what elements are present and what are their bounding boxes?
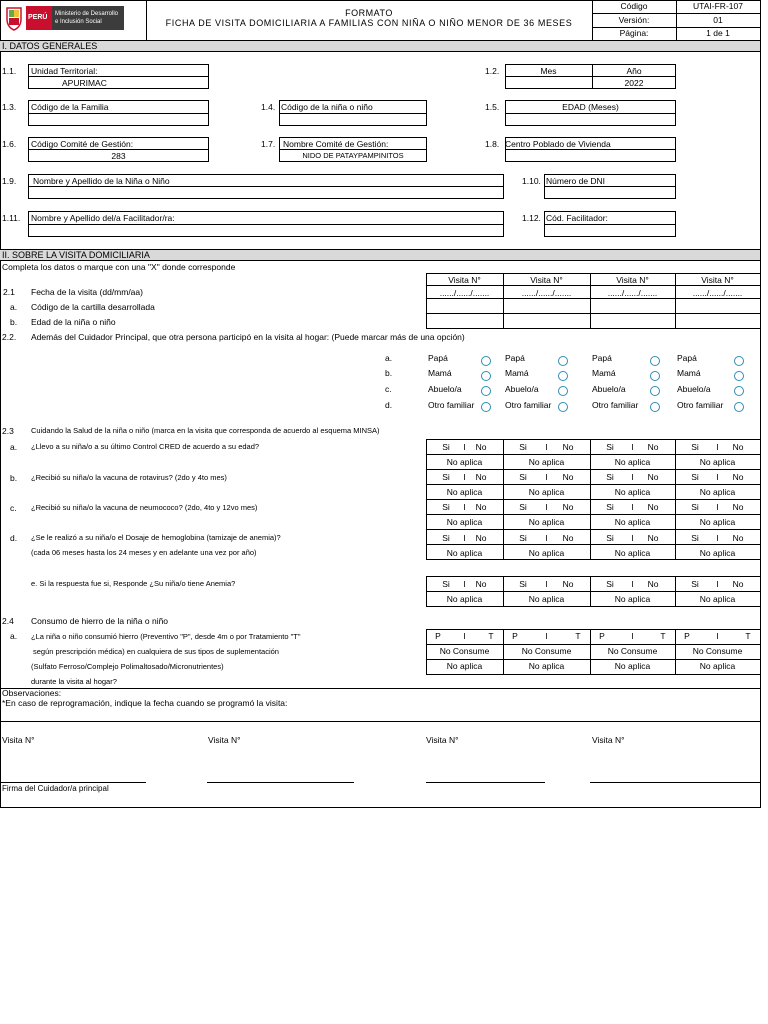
no-option[interactable]: No [732, 442, 744, 452]
observaciones-label: Observaciones: [2, 688, 62, 698]
pagina-label: Página: [619, 28, 649, 38]
grid-line [426, 674, 760, 675]
separator[interactable]: I [545, 502, 548, 512]
item-number: 2.4 [2, 616, 14, 626]
unidad-territorial-value: APURIMAC [62, 78, 107, 88]
codigo-familia-label: Código de la Familia [31, 102, 109, 112]
no-aplica-option[interactable]: No aplica [528, 661, 565, 671]
preventivo-option[interactable]: P [599, 631, 605, 641]
no-option[interactable]: No [647, 472, 659, 482]
grid-line [426, 544, 760, 545]
radio-circle-icon[interactable] [734, 371, 744, 381]
no-option[interactable]: No [562, 579, 574, 589]
si-option[interactable]: Si [606, 579, 614, 589]
item-number: 1.5. [485, 102, 500, 112]
no-aplica-option[interactable]: No aplica [446, 457, 483, 467]
si-option[interactable]: Si [519, 442, 527, 452]
item-letter: a. [10, 302, 18, 312]
firma-label: Firma del Cuidador/a principal [2, 784, 109, 793]
fecha-visita-1[interactable]: ....../....../....... [439, 288, 490, 298]
no-aplica-option[interactable]: No aplica [614, 594, 651, 604]
mes-label: Mes [540, 66, 557, 76]
item-letter: b. [10, 473, 18, 483]
option-otro: Otro familiar [677, 400, 724, 410]
question-neumococo: ¿Recibió su niña/o la vacuna de neumococo? (2do, 4to y 12vo mes) [31, 503, 258, 512]
item-number: 1.6. [2, 139, 17, 149]
item-number: 1.7. [261, 139, 276, 149]
si-option[interactable]: Si [519, 533, 527, 543]
separator[interactable]: I [631, 579, 634, 589]
firma-visita-2-label: Visita N° [208, 735, 241, 745]
grid-line [760, 439, 761, 499]
hierro-question-2: según prescripción médica) en cualquiera de sus tipos de suplementación [33, 647, 279, 656]
no-aplica-option[interactable]: No aplica [699, 661, 736, 671]
si-option[interactable]: Si [606, 442, 614, 452]
logo-ministry-line1: Ministerio de Desarrollo [55, 11, 119, 17]
signature-line-3[interactable] [426, 782, 545, 783]
tratamiento-option[interactable]: T [660, 631, 666, 641]
grid-line [760, 499, 761, 559]
section-datos-generales: I. DATOS GENERALES [0, 40, 760, 52]
no-aplica-option[interactable]: No aplica [446, 661, 483, 671]
no-option[interactable]: No [475, 502, 487, 512]
preventivo-option[interactable]: P [512, 631, 518, 641]
no-aplica-option[interactable]: No aplica [699, 548, 736, 558]
separator[interactable]: I [631, 472, 634, 482]
no-option[interactable]: No [562, 533, 574, 543]
codigo-nino-label: Código de la niña o niño [281, 102, 373, 112]
item-number: 1.3. [2, 102, 17, 112]
no-aplica-option[interactable]: No aplica [528, 548, 565, 558]
no-aplica-option[interactable]: No aplica [528, 487, 565, 497]
signature-line-2[interactable] [207, 782, 354, 783]
facilitador-label: Nombre y Apellido del/a Facilitador/ra: [31, 213, 175, 223]
instructions-text: Completa los datos o marque con una "X" donde corresponde [2, 262, 236, 272]
radio-circle-icon[interactable] [481, 386, 491, 396]
item-number: 2.2. [2, 332, 17, 342]
no-option[interactable]: No [562, 442, 574, 452]
item-letter: d. [10, 533, 18, 543]
separator[interactable]: I [545, 631, 548, 641]
separator[interactable]: I [716, 442, 719, 452]
item-number: 1.9. [2, 176, 17, 186]
no-aplica-option[interactable]: No aplica [446, 487, 483, 497]
option-mama: Mamá [677, 368, 701, 378]
nombre-comite-value: NIDO DE PATAYPAMPINITOS [302, 151, 404, 160]
no-aplica-option[interactable]: No aplica [614, 487, 651, 497]
no-aplica-option[interactable]: No aplica [614, 548, 651, 558]
preventivo-option[interactable]: P [684, 631, 690, 641]
cartilla-label: Código de la cartilla desarrollada [31, 302, 155, 312]
no-option[interactable]: No [732, 533, 744, 543]
option-otro: Otro familiar [505, 400, 552, 410]
si-option[interactable]: Si [691, 472, 699, 482]
si-option[interactable]: Si [442, 472, 450, 482]
codigo-comite-value: 283 [111, 151, 126, 161]
radio-circle-icon[interactable] [734, 386, 744, 396]
item-number: 1.2. [485, 66, 500, 76]
visita-header-3: Visita N° [616, 275, 649, 285]
hierro-question-3: (Sulfato Ferroso/Complejo Polimaltosado/Micronutrientes) [31, 662, 224, 671]
grid-line [760, 576, 761, 606]
tratamiento-option[interactable]: T [745, 631, 751, 641]
option-mama: Mamá [505, 368, 529, 378]
coat-of-arms-icon [4, 5, 24, 31]
radio-circle-icon[interactable] [558, 402, 568, 412]
option-abuelo: Abuelo/a [428, 384, 462, 394]
grid-line [426, 499, 760, 500]
si-option[interactable]: Si [519, 472, 527, 482]
option-papa: Papá [428, 353, 448, 363]
no-aplica-option[interactable]: No aplica [699, 594, 736, 604]
separator[interactable]: I [545, 533, 548, 543]
grid-line [426, 559, 760, 560]
question-rotavirus: ¿Recibió su niña/o la vacuna de rotavirus? (2do y 4to mes) [31, 473, 227, 482]
separator[interactable]: I [545, 472, 548, 482]
grid-line [426, 606, 760, 607]
option-otro: Otro familiar [592, 400, 639, 410]
option-mama: Mamá [592, 368, 616, 378]
si-option[interactable]: Si [442, 533, 450, 543]
grid-line [426, 514, 760, 515]
no-aplica-option[interactable]: No aplica [699, 487, 736, 497]
grid-line [426, 469, 760, 470]
pagina-value: 1 de 1 [706, 28, 730, 38]
fecha-visita-2[interactable]: ....../....../....... [521, 288, 572, 298]
grid-line [426, 484, 760, 485]
no-consume-option[interactable]: No Consume [439, 646, 490, 656]
radio-circle-icon[interactable] [558, 371, 568, 381]
radio-circle-icon[interactable] [650, 371, 660, 381]
si-option[interactable]: Si [519, 502, 527, 512]
separator[interactable]: I [545, 442, 548, 452]
no-option[interactable]: No [647, 533, 659, 543]
item-number: 2.1 [3, 287, 15, 297]
no-option[interactable]: No [732, 502, 744, 512]
si-option[interactable]: Si [606, 472, 614, 482]
si-option[interactable]: Si [691, 442, 699, 452]
radio-circle-icon[interactable] [558, 386, 568, 396]
no-aplica-option[interactable]: No aplica [528, 457, 565, 467]
separator[interactable]: I [631, 631, 634, 641]
radio-circle-icon[interactable] [650, 386, 660, 396]
radio-circle-icon[interactable] [481, 371, 491, 381]
si-option[interactable]: Si [442, 579, 450, 589]
radio-circle-icon[interactable] [481, 402, 491, 412]
fecha-visita-4[interactable]: ....../....../....... [692, 288, 743, 298]
separator[interactable]: I [631, 533, 634, 543]
nombre-comite-label: Nombre Comité de Gestión: [283, 139, 389, 149]
dni-label: Número de DNI [546, 176, 606, 186]
option-mama: Mamá [428, 368, 452, 378]
preventivo-option[interactable]: P [435, 631, 441, 641]
edad-meses-label: EDAD (Meses) [562, 102, 619, 112]
si-option[interactable]: Si [691, 533, 699, 543]
si-option[interactable]: Si [691, 579, 699, 589]
hierro-question-1: ¿La niña o niño consumió hierro (Preventivo "P", desde 4m o por Tratamiento "T" [31, 632, 301, 641]
si-option[interactable]: Si [606, 502, 614, 512]
question-cred: ¿Llevo a su niña/o a su último Control CRED de acuerdo a su edad? [31, 442, 260, 451]
anio-label: Año [626, 66, 642, 76]
no-option[interactable]: No [475, 472, 487, 482]
nombre-nino-label: Nombre y Apellido de la Niña o Niño [33, 176, 170, 186]
item-letter: a. [10, 631, 18, 641]
form-formato-label: FORMATO [345, 8, 393, 18]
signature-line-1[interactable] [0, 782, 146, 783]
si-option[interactable]: Si [442, 442, 450, 452]
firma-visita-1-label: Visita N° [2, 735, 35, 745]
no-aplica-option[interactable]: No aplica [446, 517, 483, 527]
logo-ministry-line2: e Inclusión Social [55, 19, 102, 25]
codigo-label: Código [620, 1, 648, 11]
radio-circle-icon[interactable] [734, 356, 744, 366]
no-aplica-option[interactable]: No aplica [446, 548, 483, 558]
no-consume-option[interactable]: No Consume [521, 646, 572, 656]
no-option[interactable]: No [475, 442, 487, 452]
hierro-question-4: durante la visita al hogar? [31, 677, 117, 686]
si-option[interactable]: Si [691, 502, 699, 512]
radio-circle-icon[interactable] [734, 402, 744, 412]
no-aplica-option[interactable]: No aplica [699, 457, 736, 467]
si-option[interactable]: Si [606, 533, 614, 543]
question-hemoglobina: ¿Se le realizó a su niña/o el Dosaje de hemoglobina (tamizaje de anemia)? [31, 533, 281, 542]
no-option[interactable]: No [732, 472, 744, 482]
question-anemia: e. Si la respuesta fue si, Responde ¿Su niña/o tiene Anemia? [31, 579, 236, 588]
option-papa: Papá [592, 353, 612, 363]
grid-line [426, 644, 760, 645]
no-option[interactable]: No [647, 502, 659, 512]
separator[interactable]: I [716, 533, 719, 543]
no-option[interactable]: No [475, 579, 487, 589]
unidad-territorial-label: Unidad Territorial: [31, 66, 98, 76]
salud-label: Cuidando la Salud de la niña o niño (marca en la visita que corresponda de acuerdo al esquema MINSA) [31, 426, 380, 435]
item-number: 1.12. [522, 213, 541, 223]
radio-circle-icon[interactable] [558, 356, 568, 366]
grid-line [426, 529, 760, 530]
fecha-label: Fecha de la visita (dd/mm/aa) [31, 287, 143, 297]
tratamiento-option[interactable]: T [575, 631, 581, 641]
separator[interactable]: I [545, 579, 548, 589]
no-option[interactable]: No [732, 579, 744, 589]
option-otro: Otro familiar [428, 400, 475, 410]
separator[interactable]: I [716, 579, 719, 589]
separator[interactable]: I [463, 502, 466, 512]
codigo-comite-label: Código Comité de Gestión: [31, 139, 134, 149]
question-hemoglobina-note: (cada 06 meses hasta los 24 meses y en adelante una vez por año) [31, 548, 257, 557]
item-number: 1.8. [485, 139, 500, 149]
grid-line [426, 439, 760, 440]
grid-line [760, 629, 761, 674]
separator[interactable]: I [631, 502, 634, 512]
visita-header-1: Visita N° [448, 275, 481, 285]
version-value: 01 [713, 15, 723, 25]
radio-circle-icon[interactable] [650, 402, 660, 412]
si-option[interactable]: Si [442, 502, 450, 512]
item-number: 2.3 [2, 426, 14, 436]
visita-header-2: Visita N° [530, 275, 563, 285]
grid-line [426, 576, 760, 577]
no-aplica-option[interactable]: No aplica [699, 517, 736, 527]
separator[interactable]: I [463, 579, 466, 589]
firma-visita-4-label: Visita N° [592, 735, 625, 745]
no-option[interactable]: No [475, 533, 487, 543]
no-option[interactable]: No [562, 472, 574, 482]
firma-visita-3-label: Visita N° [426, 735, 459, 745]
separator[interactable]: I [631, 442, 634, 452]
separator[interactable]: I [716, 631, 719, 641]
item-letter: c. [10, 503, 17, 513]
separator[interactable]: I [463, 533, 466, 543]
item-number: 1.10. [522, 176, 541, 186]
no-aplica-option[interactable]: No aplica [528, 594, 565, 604]
radio-circle-icon[interactable] [650, 356, 660, 366]
edad-label: Edad de la niña o niño [31, 317, 116, 327]
logo-peru-text: PERÚ [28, 14, 48, 21]
hierro-label: Consumo de hierro de la niña o niño [31, 616, 169, 626]
separator[interactable]: I [716, 502, 719, 512]
radio-circle-icon[interactable] [481, 356, 491, 366]
separator[interactable]: I [463, 631, 466, 641]
option-papa: Papá [677, 353, 697, 363]
item-letter: d. [385, 400, 393, 410]
no-option[interactable]: No [647, 579, 659, 589]
form-title: FICHA DE VISITA DOMICILIARIA A FAMILIAS CON NIÑA O NIÑO MENOR DE 36 MESES [165, 18, 573, 28]
no-aplica-option[interactable]: No aplica [614, 457, 651, 467]
item-letter: c. [385, 384, 392, 394]
option-papa: Papá [505, 353, 525, 363]
item-number: 1.4. [261, 102, 276, 112]
separator[interactable]: I [716, 472, 719, 482]
tratamiento-option[interactable]: T [488, 631, 494, 641]
no-aplica-option[interactable]: No aplica [614, 517, 651, 527]
codigo-value: UTAI-FR-107 [693, 1, 743, 11]
option-abuelo: Abuelo/a [505, 384, 539, 394]
no-aplica-option[interactable]: No aplica [614, 661, 651, 671]
item-letter: a. [385, 353, 393, 363]
no-option[interactable]: No [647, 442, 659, 452]
visita-header-4: Visita N° [701, 275, 734, 285]
cod-facilitador-label: Cód. Facilitador: [546, 213, 608, 223]
anio-value: 2022 [624, 78, 644, 88]
grid-line [426, 659, 760, 660]
reprogramacion-note: *En caso de reprogramación, indique la fecha cuando se programó la visita: [2, 698, 288, 708]
no-aplica-option[interactable]: No aplica [446, 594, 483, 604]
no-option[interactable]: No [562, 502, 574, 512]
no-consume-option[interactable]: No Consume [692, 646, 743, 656]
centro-poblado-label: Centro Poblado de Vivienda [505, 139, 611, 149]
separator[interactable]: I [463, 472, 466, 482]
section-visita-domiciliaria: II. SOBRE LA VISITA DOMICILIARIA [0, 249, 760, 261]
item-number: 1.11. [2, 213, 21, 223]
no-consume-option[interactable]: No Consume [607, 646, 658, 656]
otra-persona-question: Además del Cuidador Principal, que otra persona participó en la visita al hogar: (Puede marcar más de una opción) [31, 332, 465, 342]
version-label: Versión: [618, 15, 650, 25]
signature-line-4[interactable] [590, 782, 760, 783]
si-option[interactable]: Si [519, 579, 527, 589]
item-letter: b. [385, 368, 393, 378]
grid-line [426, 454, 760, 455]
item-number: 1.1. [2, 66, 17, 76]
grid-line [426, 629, 760, 630]
item-letter: b. [10, 317, 18, 327]
option-abuelo: Abuelo/a [677, 384, 711, 394]
option-abuelo: Abuelo/a [592, 384, 626, 394]
item-letter: a. [10, 442, 18, 452]
no-aplica-option[interactable]: No aplica [528, 517, 565, 527]
fecha-visita-3[interactable]: ....../....../....... [607, 288, 658, 298]
separator[interactable]: I [463, 442, 466, 452]
logo [4, 5, 126, 31]
grid-line [426, 591, 760, 592]
